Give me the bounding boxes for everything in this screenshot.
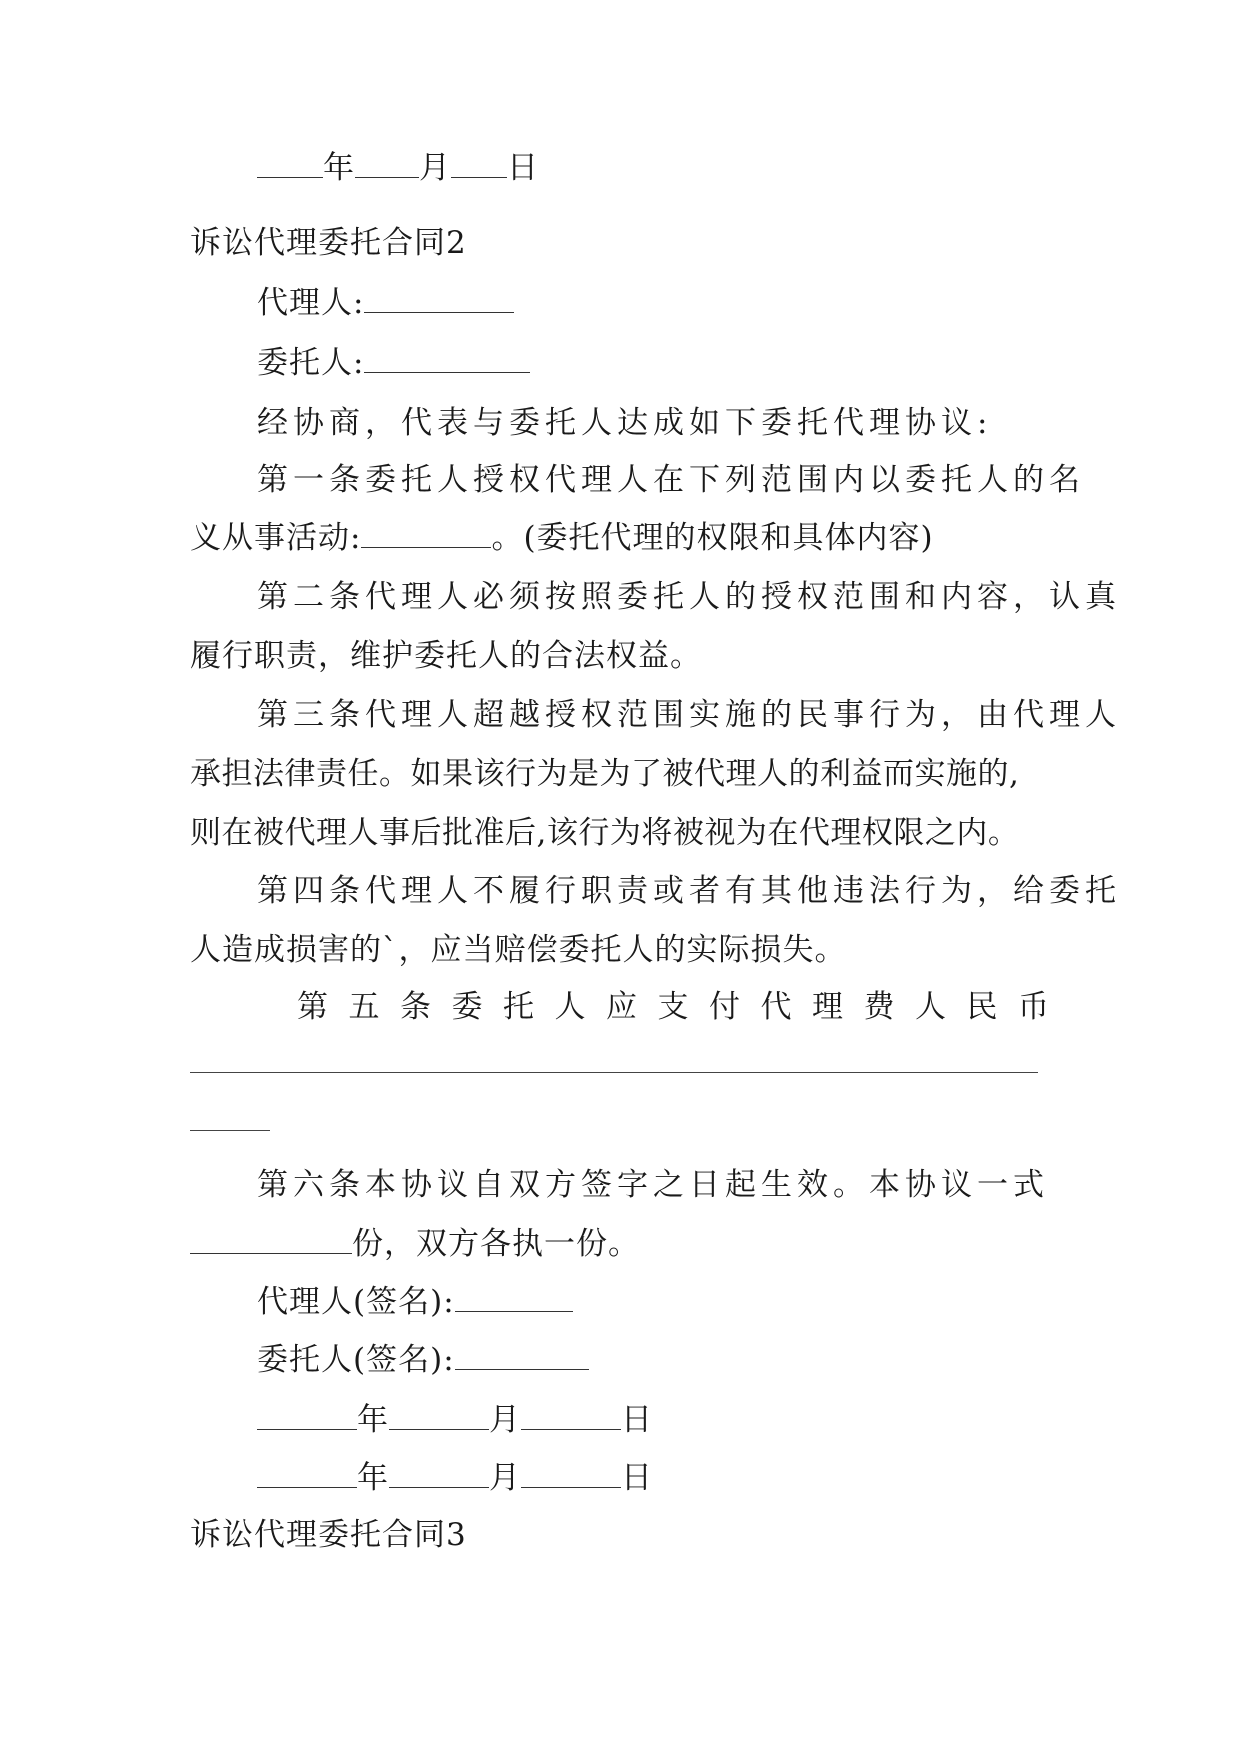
article5-char: 代 (760, 989, 792, 1025)
scope-blank[interactable] (361, 519, 491, 548)
article1-scope-label: 义从事活动: (190, 520, 362, 556)
signature-date-line-1 (257, 1400, 653, 1440)
day-blank[interactable] (451, 149, 507, 178)
article2-line2: 履行职责，维护委托人的合法权益。 (190, 638, 702, 674)
day-blank[interactable] (521, 1401, 621, 1430)
year-blank[interactable] (257, 149, 323, 178)
article3-line2: 承担法律责任。如果该行为是为了被代理人的利益而实施的, (190, 756, 1020, 792)
agent-label: 代理人: (257, 285, 365, 321)
article4-line1: 第四条代理人不履行职责或者有其他违法行为，给委托 (257, 873, 1121, 909)
article4-line2: 人造成损害的`，应当赔偿委托人的实际损失。 (190, 932, 847, 968)
article5-char: 五 (348, 989, 380, 1025)
copies-blank[interactable] (190, 1225, 352, 1254)
article5-char: 第 (297, 989, 328, 1025)
fee-blank-line-continued[interactable] (190, 1130, 270, 1131)
article5-char: 支 (657, 989, 689, 1025)
article5-char: 托 (503, 989, 534, 1025)
article6-line1: 第六条本协议自双方签字之日起生效。本协议一式 (257, 1167, 1049, 1203)
agent-line (257, 283, 514, 323)
day-label: 日 (621, 1460, 653, 1496)
article5-char: 条 (400, 989, 431, 1025)
year-blank[interactable] (257, 1401, 357, 1430)
principal-blank[interactable] (364, 344, 530, 373)
agent-signature-line (257, 1282, 573, 1322)
month-blank[interactable] (389, 1459, 489, 1488)
principal-line (257, 343, 530, 383)
month-label: 月 (489, 1460, 521, 1496)
article1-line1: 第一条委托人授权代理人在下列范围内以委托人的名 (257, 462, 1085, 498)
article5-char: 人 (915, 989, 946, 1025)
article1-scope-note: 。(委托代理的权限和具体内容) (491, 520, 934, 556)
month-label: 月 (419, 150, 451, 186)
fee-blank-line[interactable] (190, 1072, 1038, 1073)
month-blank[interactable] (389, 1401, 489, 1430)
agent-signature-label: 代理人(签名): (257, 1284, 455, 1320)
article3-line1: 第三条代理人超越授权范围实施的民事行为，由代理人 (257, 697, 1121, 733)
year-label: 年 (323, 150, 355, 186)
article5-char: 付 (709, 989, 740, 1025)
article5-char: 人 (554, 989, 586, 1025)
article5-line (297, 987, 1049, 1027)
article6-line2 (190, 1224, 640, 1264)
principal-label: 委托人: (257, 345, 365, 381)
contract3-title: 诉讼代理委托合同3 (190, 1517, 467, 1553)
article6-copies-text: 份，双方各执一份。 (352, 1226, 640, 1262)
principal-signature-blank[interactable] (455, 1341, 589, 1370)
principal-signature-line (257, 1340, 589, 1380)
signature-date-line-2 (257, 1458, 653, 1498)
article5-char: 委 (451, 989, 483, 1025)
article5-char: 费 (863, 989, 895, 1025)
article5-char: 应 (606, 989, 637, 1025)
top-date-line (257, 148, 539, 188)
article1-line2 (190, 518, 934, 558)
principal-signature-label: 委托人(签名): (257, 1342, 455, 1378)
day-label: 日 (507, 150, 539, 186)
year-label: 年 (357, 1460, 389, 1496)
article5-char: 币 (1018, 989, 1049, 1025)
month-blank[interactable] (355, 149, 419, 178)
agent-signature-blank[interactable] (455, 1283, 573, 1312)
year-blank[interactable] (257, 1459, 357, 1488)
year-label: 年 (357, 1402, 389, 1438)
contract2-title: 诉讼代理委托合同2 (190, 225, 467, 261)
agent-blank[interactable] (364, 284, 514, 313)
day-blank[interactable] (521, 1459, 621, 1488)
article3-line3: 则在被代理人事后批准后,该行为将被视为在代理权限之内。 (190, 815, 1020, 851)
article2-line1: 第二条代理人必须按照委托人的授权范围和内容，认真 (257, 579, 1121, 615)
article5-char: 民 (966, 989, 998, 1025)
article5-char: 理 (812, 989, 843, 1025)
intro-text: 经协商，代表与委托人达成如下委托代理协议: (257, 405, 993, 441)
month-label: 月 (489, 1402, 521, 1438)
day-label: 日 (621, 1402, 653, 1438)
